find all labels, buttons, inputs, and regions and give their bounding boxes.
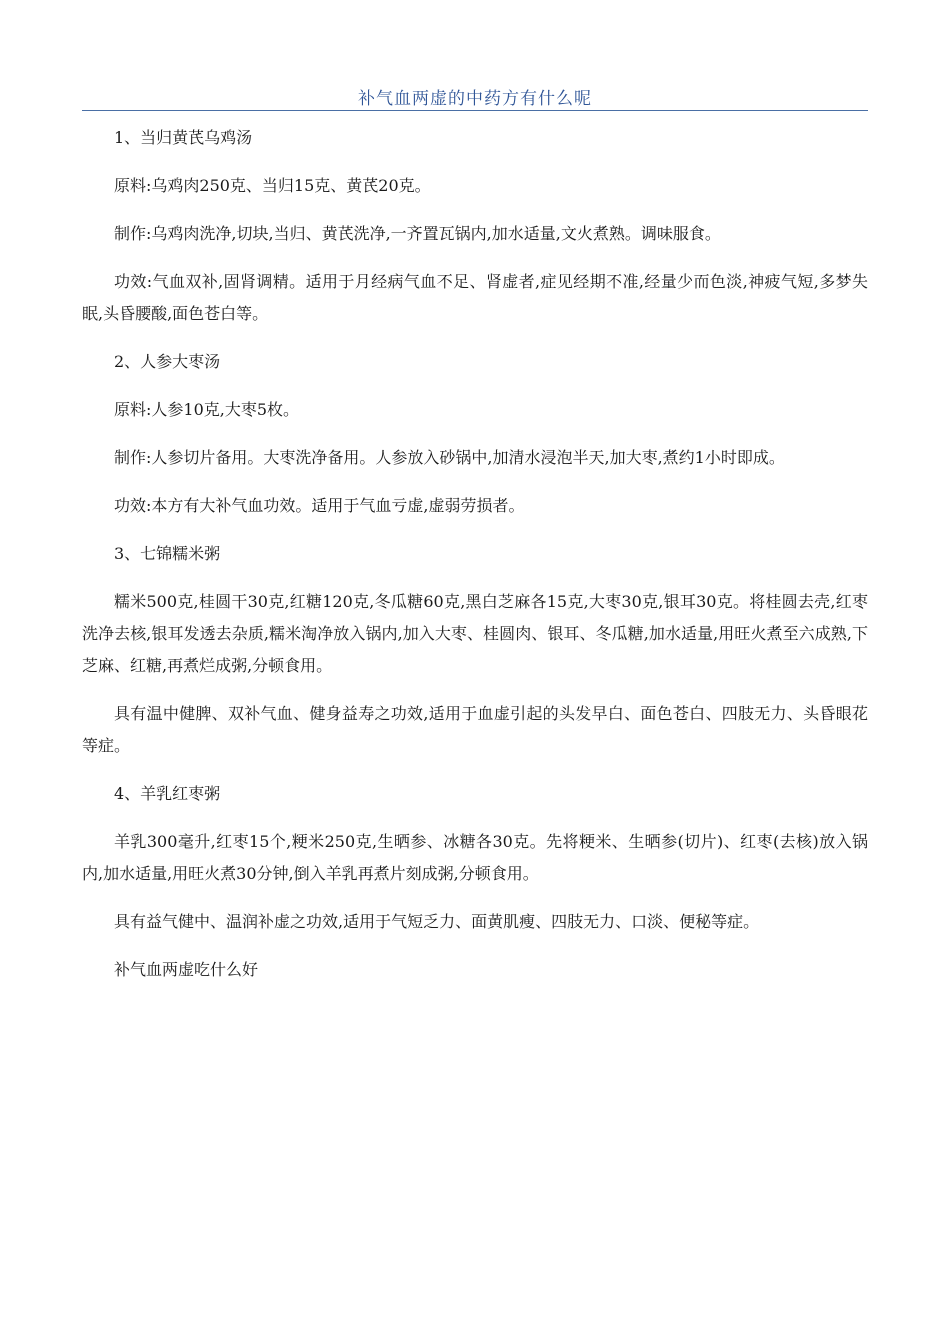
effects-paragraph: 功效:本方有大补气血功效。适用于气血亏虚,虚弱劳损者。 [114, 496, 525, 515]
section-heading-1: 1、当归黄芪乌鸡汤 [114, 128, 253, 147]
document-title: 补气血两虚的中药方有什么呢 [358, 89, 592, 109]
section-heading-4: 4、羊乳红枣粥 [114, 784, 221, 803]
effects-paragraph: 具有益气健中、温润补虚之功效,适用于气短乏力、面黄肌瘦、四肢无力、口淡、便秘等症。 [114, 912, 760, 931]
ingredients-paragraph: 原料:人参10克,大枣5枚。 [114, 400, 300, 419]
preparation-paragraph: 制作:人参切片备用。大枣洗净备用。人参放入砂锅中,加清水浸泡半天,加大枣,煮约1小时即成。 [114, 448, 785, 467]
effects-paragraph: 功效:气血双补,固肾调精。适用于月经病气血不足、肾虚者,症见经期不准,经量少而色淡,神疲气短,多梦失眠,头昏腰酸,面色苍白等。 [82, 272, 868, 323]
closing-heading: 补气血两虚吃什么好 [114, 960, 259, 979]
section-heading-2: 2、人参大枣汤 [114, 352, 221, 371]
section-heading-3: 3、七锦糯米粥 [114, 544, 221, 563]
effects-paragraph: 具有温中健脾、双补气血、健身益寿之功效,适用于血虚引起的头发早白、面色苍白、四肢无力、头昏眼花等症。 [82, 704, 868, 755]
recipe-paragraph: 羊乳300毫升,红枣15个,粳米250克,生晒参、冰糖各30克。先将粳米、生晒参(切片)、红枣(去核)放入锅内,加水适量,用旺火煮30分钟,倒入羊乳再煮片刻成粥,分顿食用。 [82, 832, 868, 883]
document-body [82, 122, 868, 1002]
preparation-paragraph: 制作:乌鸡肉洗净,切块,当归、黄芪洗净,一齐置瓦锅内,加水适量,文火煮熟。调味服食。 [114, 224, 721, 243]
ingredients-paragraph: 原料:乌鸡肉250克、当归15克、黄芪20克。 [114, 176, 431, 195]
recipe-paragraph: 糯米500克,桂圆干30克,红糖120克,冬瓜糖60克,黑白芝麻各15克,大枣30克,银耳30克。将桂圆去壳,红枣洗净去核,银耳发透去杂质,糯米淘净放入锅内,加入大枣、桂圆肉、银耳、冬瓜糖,加水适量,用旺火煮至六成熟,下芝麻、红糖,再煮烂成粥,分顿食用。 [82, 592, 868, 675]
page-header [82, 80, 868, 111]
